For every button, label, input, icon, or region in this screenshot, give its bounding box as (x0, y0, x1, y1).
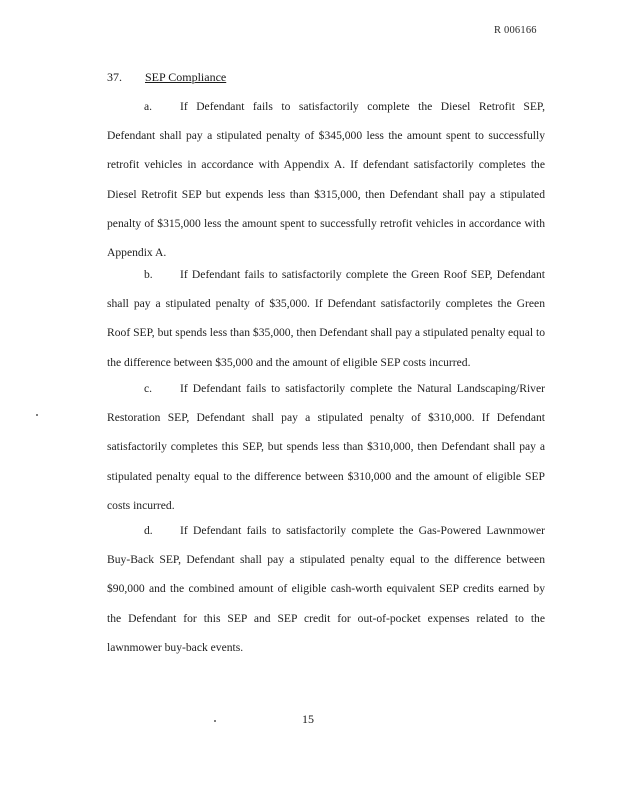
paragraph-a (107, 92, 545, 267)
paragraph-d (107, 516, 545, 662)
scan-speck (36, 414, 38, 416)
paragraph-text: If Defendant fails to satisfactorily complete the Natural Landscaping/River Restoration SEP, Defendant shall pay a stipulated penalty of $310,000. If Defendant satisfactorily completes this SEP, but spends less than $310,000, then Defendant shall pay a stipulated penalty equal to the difference between $310,000 and the amount of eligible SEP costs incurred. (107, 382, 545, 512)
scan-speck (214, 720, 216, 722)
page-number: 15 (302, 712, 314, 726)
paragraph-b (107, 260, 545, 377)
section-heading (107, 70, 226, 85)
paragraph-c (107, 374, 545, 520)
paragraph-label: c. (144, 382, 153, 395)
bates-number: R 006166 (494, 25, 537, 36)
paragraph-text: If Defendant fails to satisfactorily complete the Diesel Retrofit SEP, Defendant shall pay a stipulated penalty of $345,000 less the amount spent to successfully retrofit vehicles in accordance with Appendix A. If defendant satisfactorily completes the Diesel Retrofit SEP but expends less than $315,000, then Defendant shall pay a stipulated penalty of $315,000 less the amount spent to successfully retrofit vehicles in accordance with Appendix A. (107, 100, 545, 260)
paragraph-label: a. (144, 100, 153, 113)
paragraph-text: If Defendant fails to satisfactorily complete the Gas-Powered Lawnmower Buy-Back SEP, Defendant shall pay a stipulated penalty equal to the difference between $90,000 and the combined amount of eligible cash-worth equivalent SEP credits earned by the Defendant for this SEP and SEP credit for out-of-pocket expenses related to the lawnmower buy-back events. (107, 524, 545, 654)
section-title: SEP Compliance (145, 70, 227, 84)
paragraph-text: If Defendant fails to satisfactorily complete the Green Roof SEP, Defendant shall pay a stipulated penalty of $35,000. If Defendant satisfactorily completes the Green Roof SEP, but spends less than $35,000, then Defendant shall pay a stipulated penalty equal to the difference between $35,000 and the amount of eligible SEP costs incurred. (107, 268, 545, 369)
section-number: 37. (107, 70, 122, 84)
paragraph-label: d. (144, 524, 153, 537)
paragraph-label: b. (144, 268, 153, 281)
